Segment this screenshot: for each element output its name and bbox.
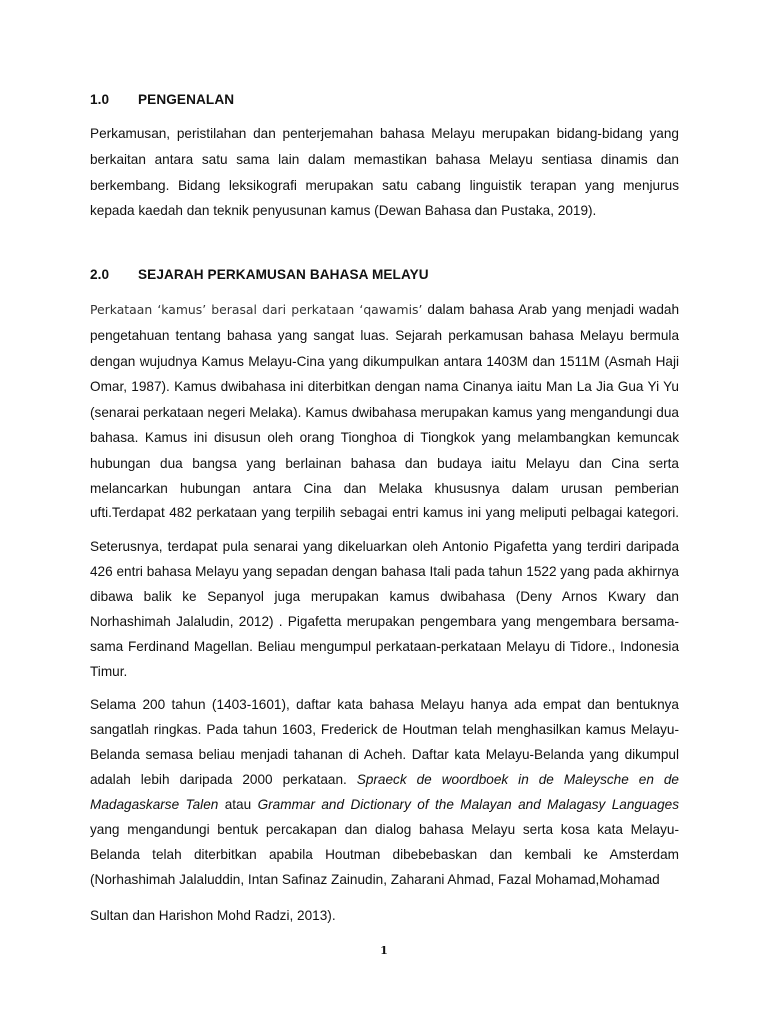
paragraph-line: Timur. <box>90 664 128 679</box>
paragraph-line: kepada kaedah dan teknik penyusunan kamus (Dewan Bahasa dan Pustaka, 2019). <box>90 203 597 218</box>
page-number: 1 <box>380 944 388 957</box>
paragraph-line <box>90 796 679 814</box>
section-1-heading <box>90 92 234 107</box>
paragraph-line: Norhashimah Jalaludin, 2012) . Pigafetta merupakan pengembara yang mengembara bersama- <box>90 614 679 629</box>
paragraph-line: dengan wujudnya Kamus Melayu-Cina yang dikumpulkan antara 1403M dan 1511M (Asmah Haji <box>90 354 679 369</box>
section-2-heading <box>90 267 429 282</box>
paragraph-line: bahasa. Kamus ini disusun oleh orang Tionghoa di Tiongkok yang melambangkan kemuncak <box>90 430 679 445</box>
book-title-english: Grammar and Dictionary of the Malayan and Malagasy Languages <box>257 797 679 812</box>
paragraph-text: adalah lebih daripada 2000 perkataan. <box>90 772 357 787</box>
paragraph-line <box>90 301 679 319</box>
paragraph-line: (Norhashimah Jalaluddin, Intan Safinaz Zainudin, Zaharani Ahmad, Fazal Mohamad,Mohamad <box>90 872 660 887</box>
paragraph-line: berkembang. Bidang leksikografi merupakan satu cabang linguistik terapan yang menjurus <box>90 178 679 193</box>
paragraph-line: Perkamusan, peristilahan dan penterjemahan bahasa Melayu merupakan bidang-bidang yang <box>90 126 679 141</box>
paragraph-line: Sultan dan Harishon Mohd Radzi, 2013). <box>90 908 336 923</box>
paragraph-text: atau <box>218 797 258 812</box>
paragraph-line: Belanda semasa beliau menjadi tahanan di Acheh. Daftar kata Melayu-Belanda yang dikumpul <box>90 747 679 762</box>
paragraph-line <box>90 771 679 789</box>
book-title-dutch-cont: Madagaskarse Talen <box>90 797 219 812</box>
paragraph-line: sangatlah ringkas. Pada tahun 1603, Frederick de Houtman telah menghasilkan kamus Melayu- <box>90 722 679 737</box>
paragraph-line: Belanda telah diterbitkan apabila Houtman dibebebaskan dan kembali ke Amsterdam <box>90 847 679 862</box>
kamus-origin-phrase: Perkataan ‘kamus’ berasal dari perkataan ‘qawamis’ <box>90 302 423 317</box>
paragraph-line: pengetahuan tentang bahasa yang sangat luas. Sejarah perkamusan bahasa Melayu bermula <box>90 328 679 343</box>
paragraph-line: berkaitan antara satu sama lain dalam memastikan bahasa Melayu sentiasa dinamis dan <box>90 152 679 167</box>
paragraph-line: Seterusnya, terdapat pula senarai yang dikeluarkan oleh Antonio Pigafetta yang terdiri daripada <box>90 539 679 554</box>
paragraph-line: hubungan dua bangsa yang berlainan bahasa dan budaya iaitu Melayu dan Cina serta <box>90 456 679 471</box>
paragraph-line: melancarkan hubungan antara Cina dan Melaka khususnya dalam urusan pemberian <box>90 481 679 496</box>
section-2-title: SEJARAH PERKAMUSAN BAHASA MELAYU <box>138 267 429 282</box>
section-1-number: 1.0 <box>90 92 110 107</box>
paragraph-line: Selama 200 tahun (1403-1601), daftar kata bahasa Melayu hanya ada empat dan bentuknya <box>90 697 679 712</box>
paragraph-line: dibawa balik ke Sepanyol juga merupakan kamus dwibahasa (Deny Arnos Kwary dan <box>90 589 679 604</box>
section-1-title: PENGENALAN <box>138 92 235 107</box>
paragraph-line: 426 entri bahasa Melayu yang sepadan dengan bahasa Itali pada tahun 1522 yang pada akhirnya <box>90 564 679 579</box>
paragraph-line: sama Ferdinand Magellan. Beliau mengumpul perkataan-perkataan Melayu di Tidore., Indonesia <box>90 639 679 654</box>
paragraph-line-rest: dalam bahasa Arab yang menjadi wadah <box>422 302 680 317</box>
paragraph-line: Omar, 1987). Kamus dwibahasa ini diterbitkan dengan nama Cinanya iaitu Man La Jia Gua Yi Yu <box>90 379 679 394</box>
paragraph-line: yang mengandungi bentuk percakapan dan dialog bahasa Melayu serta kosa kata Melayu- <box>90 822 679 837</box>
section-2-number: 2.0 <box>90 267 110 282</box>
book-title-dutch: Spraeck de woordboek in de Maleysche en de <box>356 772 679 787</box>
paragraph-line: ufti.Terdapat 482 perkataan yang terpilih sebagai entri kamus ini yang meliputi pelbagai kategori. <box>90 505 679 520</box>
paragraph-line: (senarai perkataan negeri Melaka). Kamus dwibahasa merupakan kamus yang mengandungi dua <box>90 405 679 420</box>
